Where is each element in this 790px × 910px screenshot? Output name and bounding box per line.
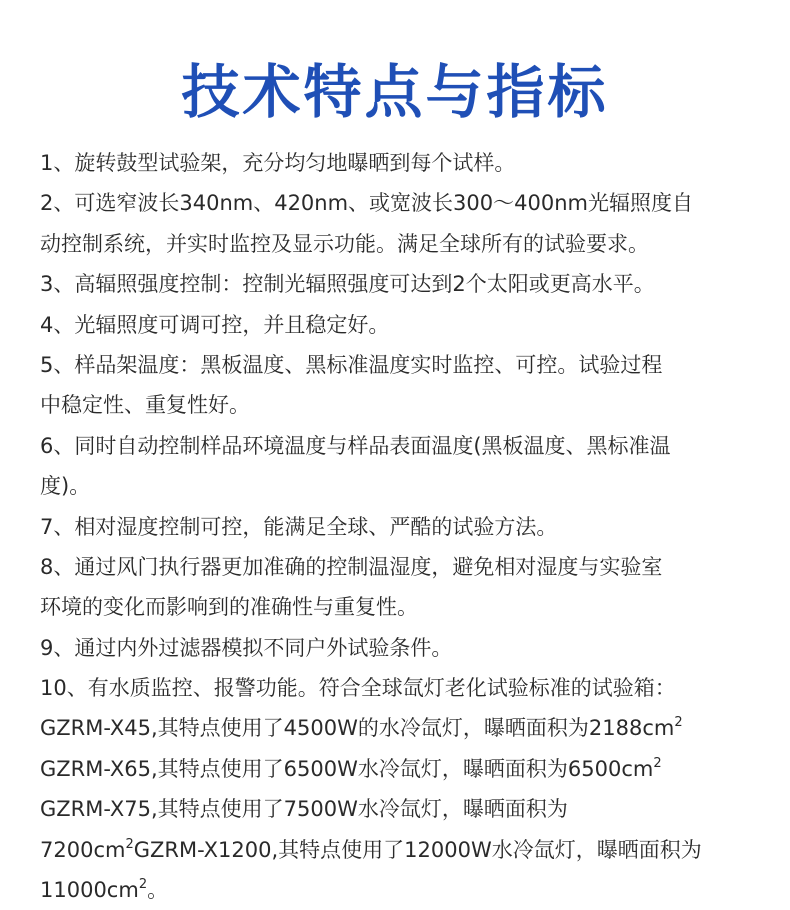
model-x1200-text: GZRM-X1200,其特点使用了12000W水冷氙灯，曝晒面积为 [133,837,702,862]
superscript-2: 2 [653,755,662,771]
superscript-2: 2 [125,836,134,852]
model-x1200-area-line [40,870,762,910]
spec-line-10: 10、有水质监控、报警功能。符合全球氙灯老化试验标准的试验箱： [40,676,676,701]
spec-line-8-cont: 环境的变化而影响到的准确性与重复性。 [40,595,418,620]
spec-line-8: 8、通过风门执行器更加准确的控制温湿度，避免相对湿度与实验室 [40,554,663,579]
spec-line-7: 7、相对湿度控制可控，能满足全球、严酷的试验方法。 [40,514,558,539]
spec-line-9: 9、通过内外过滤器模拟不同户外试验条件。 [40,635,453,660]
model-x65-text: GZRM-X65,其特点使用了6500W水冷氙灯，曝晒面积为6500cm [40,756,654,781]
model-x45-line [40,708,762,748]
spec-line-5: 5、样品架温度：黑板温度、黑标准温度实时监控、可控。试验过程 [40,352,663,377]
spec-line-4: 4、光辐照度可调可控，并且稳定好。 [40,312,390,337]
model-x45-text: GZRM-X45,其特点使用了4500W的水冷氙灯，曝晒面积为2188cm [40,716,675,741]
spec-line-6-cont: 度)。 [40,474,91,499]
model-x75-area: 7200cm [40,837,126,862]
superscript-2: 2 [674,715,683,731]
spec-line-2: 2、可选窄波长340nm、420nm、或宽波长300～400nm光辐照度自 [40,191,693,216]
spec-line-6: 6、同时自动控制样品环境温度与样品表面温度(黑板温度、黑标准温 [40,433,671,458]
spec-line-5-cont: 中稳定性、重复性好。 [40,393,250,418]
model-x65-line [40,749,762,789]
model-x75-x1200-line [40,830,762,870]
page-title: 技术特点与指标 [181,58,609,126]
spec-line-1: 1、旋转鼓型试验架，充分均匀地曝晒到每个试样。 [40,151,516,175]
spec-list [40,143,762,910]
final-period: 。 [147,878,169,903]
superscript-2: 2 [138,877,148,893]
model-x75-line: GZRM-X75,其特点使用了7500W水冷氙灯，曝晒面积为 [40,797,568,822]
model-x1200-area: 11000cm [40,878,139,903]
spec-line-3: 3、高辐照强度控制：控制光辐照强度可达到2个太阳或更高水平。 [40,272,655,297]
spec-line-2-cont: 动控制系统，并实时监控及显示功能。满足全球所有的试验要求。 [40,231,649,256]
